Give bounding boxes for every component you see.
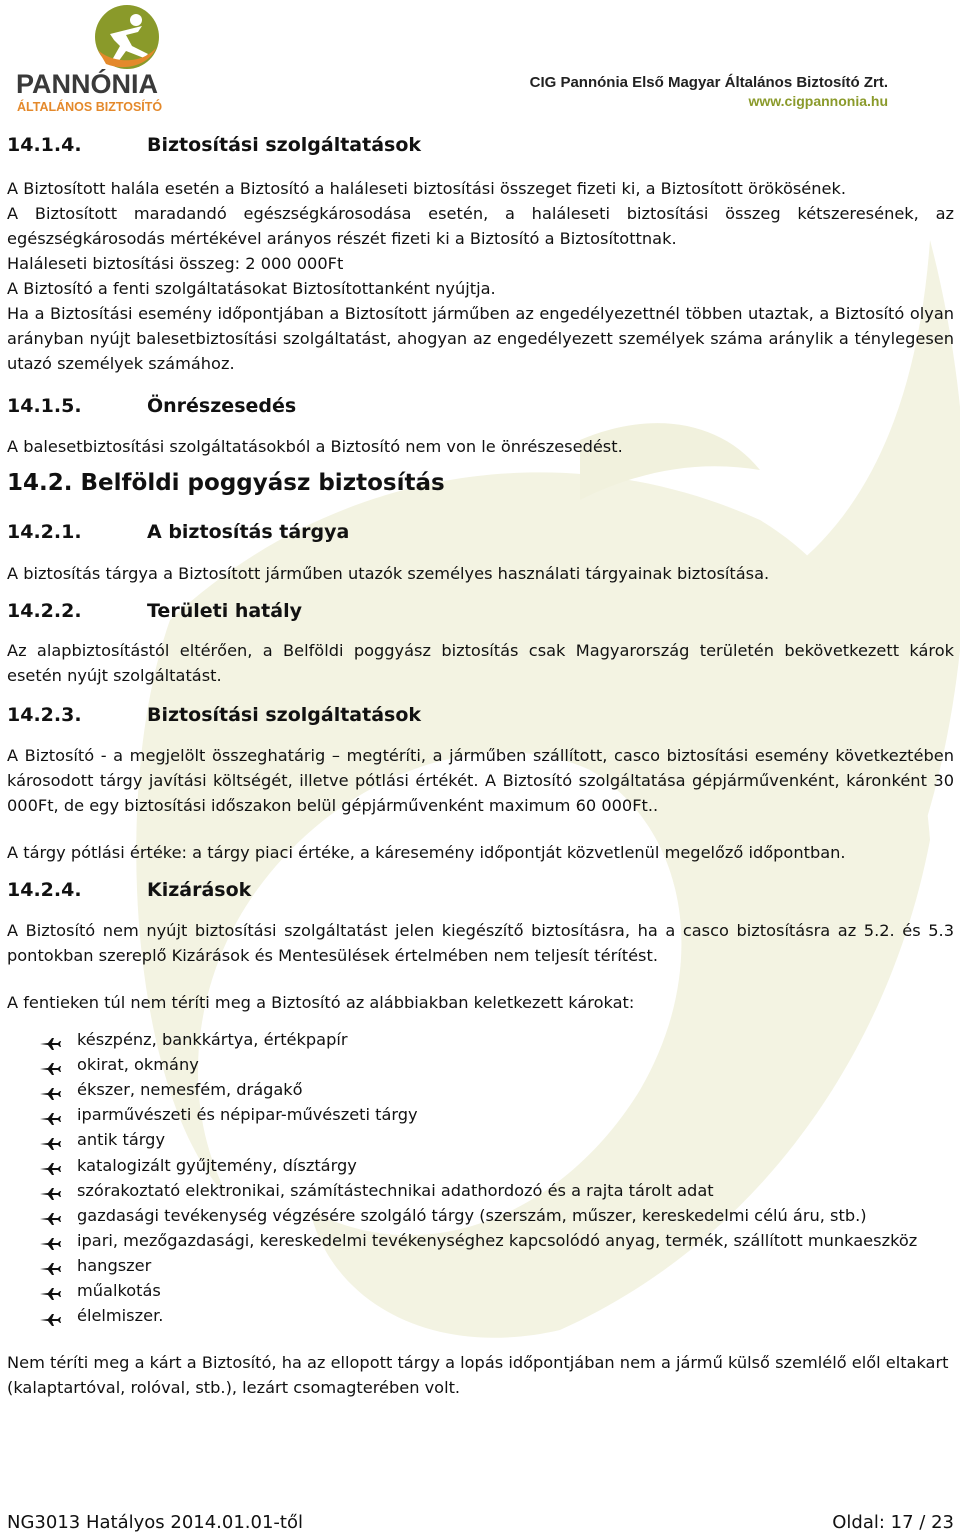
- document-body: [7, 133, 954, 1400]
- section-heading-14-2: 14.2. Belföldi poggyász biztosítás: [7, 470, 445, 496]
- section-heading-14-2-2: [7, 599, 954, 629]
- list-item-text: okirat, okmány: [77, 1055, 199, 1075]
- airplane-icon: [39, 1133, 61, 1147]
- list-item-text: szórakoztató elektronikai, számítástechnikai adathordozó és a rajta tárolt adat: [77, 1180, 714, 1200]
- paragraph: A Biztosított maradandó egészségkárosodása esetén, a haláleseti biztosítási összeg kétszeresének, az egészségkárosodás mértékével arányos részét fizeti ki a Biztosító a Biztosítottnak.: [7, 204, 954, 248]
- section-title: Biztosítási szolgáltatások: [147, 134, 422, 156]
- airplane-icon: [39, 1108, 61, 1122]
- airplane-icon: [39, 1183, 61, 1197]
- company-logo: [14, 4, 204, 116]
- airplane-icon: [39, 1283, 61, 1297]
- list-item-text: műalkotás: [77, 1280, 161, 1300]
- section-title: Területi hatály: [147, 600, 302, 622]
- airplane-icon: [39, 1083, 61, 1097]
- list-item: [7, 1203, 954, 1228]
- paragraph: A Biztosított halála esetén a Biztosító a haláleseti biztosítási összeget fizeti ki, a Biztosított örökösének.: [7, 179, 846, 198]
- section-heading-14-1-5: [7, 394, 954, 424]
- airplane-icon: [39, 1158, 61, 1172]
- section-number: 14.2.2.: [7, 600, 82, 622]
- airplane-icon: [39, 1033, 61, 1047]
- section-heading-14-2-3: [7, 703, 954, 733]
- paragraph: Nem téríti meg a kárt a Biztosító, ha az ellopott tárgy a lopás időpontjában nem a jármű külső szemlélő elől eltakart (kalaptartóval, rolóval, stb.), lezárt csomagterében volt.: [7, 1353, 949, 1398]
- section-number: 14.1.5.: [7, 395, 82, 417]
- section-number: 14.2.3.: [7, 704, 82, 726]
- airplane-icon: [39, 1058, 61, 1072]
- paragraph: A Biztosító - a megjelölt összeghatárig – megtéríti, a járműben szállított, casco biztosítási esemény következtében károsodott tárgy javítási költségét, illetve pótlási értékét. A Biztosító szolgáltatása gépjárművenként, káronként 30 000Ft, de egy biztosítási időszakon belül gépjárművenként maximum 60 000Ft..: [7, 746, 954, 815]
- logo-subtitle: ÁLTALÁNOS BIZTOSÍTÓ: [17, 100, 163, 114]
- paragraph: Haláleseti biztosítási összeg: 2 000 000Ft: [7, 254, 344, 273]
- list-item-text: hangszer: [77, 1255, 152, 1275]
- paragraph: A tárgy pótlási értéke: a tárgy piaci értéke, a káresemény időpontját közvetlenül megelőző időpontban.: [7, 843, 846, 862]
- paragraph: Az alapbiztosítástól eltérően, a Belföldi poggyász biztosítás csak Magyarország területén bekövetkezett károk esetén nyújt szolgáltatást.: [7, 641, 954, 685]
- section-title: Biztosítási szolgáltatások: [147, 704, 422, 726]
- list-item: [7, 1253, 954, 1278]
- section-title: Önrészesedés: [147, 395, 297, 417]
- list-item: [7, 1178, 954, 1203]
- list-item-text: antik tárgy: [77, 1130, 166, 1150]
- airplane-icon: [39, 1208, 61, 1222]
- footer-page-number: Oldal: 17 / 23: [832, 1512, 954, 1533]
- list-item: [7, 1127, 954, 1152]
- section-number: 14.2.1.: [7, 521, 82, 543]
- paragraph: A fentieken túl nem téríti meg a Biztosító az alábbiakban keletkezett károkat:: [7, 993, 635, 1012]
- list-item: [7, 1077, 954, 1102]
- paragraph: Ha a Biztosítási esemény időpontjában a Biztosított járműben az engedélyezettnél többen utaztak, a Biztosító olyan arányban nyújt balesetbiztosítási szolgáltatást, ahogyan az engedélyezett személyek száma aránylik a ténylegesen utazó személyek számához.: [7, 304, 954, 373]
- section-number: 14.1.4.: [7, 134, 82, 156]
- list-item: [7, 1027, 954, 1052]
- list-item: [7, 1278, 954, 1303]
- airplane-icon: [39, 1233, 61, 1247]
- list-item: [7, 1152, 954, 1177]
- section-number: 14.2.4.: [7, 879, 82, 901]
- exclusion-list: [7, 1027, 954, 1328]
- section-heading-14-1-4: [7, 133, 954, 163]
- paragraph: A balesetbiztosítási szolgáltatásokból a Biztosító nem von le önrészesedést.: [7, 437, 623, 456]
- list-item-text: élelmiszer.: [77, 1306, 164, 1326]
- company-website: www.cigpannonia.hu: [748, 93, 888, 109]
- list-item-text: katalogizált gyűjtemény, dísztárgy: [77, 1155, 357, 1175]
- logo-name: PANNÓNIA: [16, 69, 159, 99]
- list-item: [7, 1102, 954, 1127]
- paragraph: A Biztosító a fenti szolgáltatásokat Biztosítottanként nyújtja.: [7, 279, 496, 298]
- list-item: [7, 1228, 954, 1253]
- list-item: [7, 1052, 954, 1077]
- airplane-icon: [39, 1309, 61, 1323]
- paragraph: A biztosítás tárgya a Biztosított járműben utazók személyes használati tárgyainak biztosítása.: [7, 564, 770, 583]
- paragraph: A Biztosító nem nyújt biztosítási szolgáltatást jelen kiegészítő biztosításra, ha a casco biztosításra az 5.2. és 5.3 pontokban szereplő Kizárások és Mentesülések értelmében nem teljesít térítést.: [7, 921, 954, 965]
- logo-mark-icon: [95, 5, 159, 69]
- section-heading-14-2-1: [7, 520, 954, 550]
- list-item: [7, 1303, 954, 1328]
- list-item-text: iparművészeti és népipar-művészeti tárgy: [77, 1105, 418, 1125]
- airplane-icon: [39, 1258, 61, 1272]
- section-title: Kizárások: [147, 879, 252, 901]
- section-heading-14-2-4: [7, 878, 954, 908]
- company-name: CIG Pannónia Első Magyar Általános Biztosító Zrt.: [529, 74, 888, 91]
- list-item-text: készpénz, bankkártya, értékpapír: [77, 1030, 348, 1050]
- section-title: A biztosítás tárgya: [147, 521, 350, 543]
- list-item-text: gazdasági tevékenység végzésére szolgáló tárgy (szerszám, műszer, kereskedelmi célú áru, stb.): [77, 1205, 867, 1225]
- list-item-text: ipari, mezőgazdasági, kereskedelmi tevékenységhez kapcsolódó anyag, termék, szállított munkaeszköz: [77, 1230, 918, 1250]
- list-item-text: ékszer, nemesfém, drágakő: [77, 1080, 303, 1100]
- footer-document-id: NG3013 Hatályos 2014.01.01-től: [7, 1512, 303, 1533]
